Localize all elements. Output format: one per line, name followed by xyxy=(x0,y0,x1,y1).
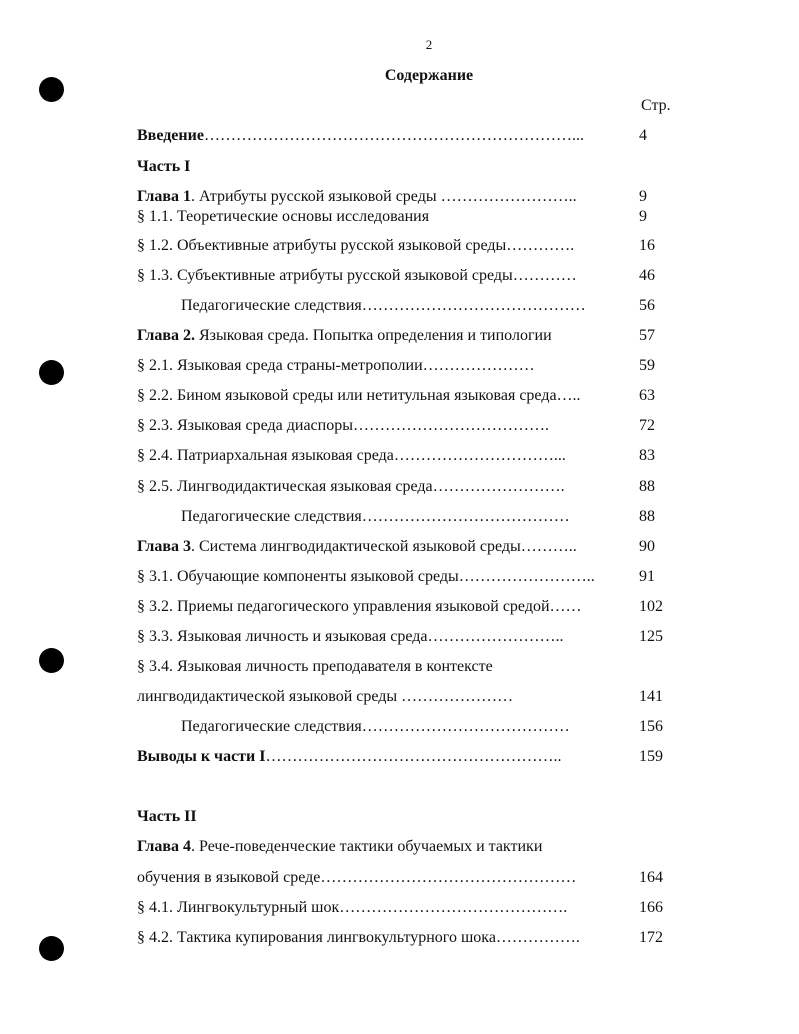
toc-entry-text: § 4.2. Тактика купирования лингвокультурного шока……………. xyxy=(137,929,580,946)
toc-entry-page: 166 xyxy=(639,899,663,916)
toc-entry-page: 125 xyxy=(639,628,663,645)
toc-entry-page: 9 xyxy=(639,208,647,225)
toc-entry-page: 57 xyxy=(639,327,655,344)
toc-entry-text: § 1.2. Объективные атрибуты русской языковой среды…………. xyxy=(137,237,575,254)
toc-entry-consequences xyxy=(181,295,669,317)
toc-entry-text: . Система лингводидактической языковой среды……….. xyxy=(191,538,577,555)
toc-entry-consequences xyxy=(181,716,669,738)
toc-entry-bold: Часть II xyxy=(137,808,197,825)
page-title: Содержание xyxy=(384,67,474,84)
toc-entry-page: 72 xyxy=(639,417,655,434)
toc-entry-section xyxy=(137,265,669,287)
toc-entry-text: Педагогические следствия…………………………………… xyxy=(181,297,586,314)
toc-entry-page: 164 xyxy=(639,869,663,886)
toc-entry-page: 88 xyxy=(639,508,655,525)
toc-entry-consequences xyxy=(181,506,669,528)
toc-entry-text: § 1.1. Теоретические основы исследования xyxy=(137,208,430,225)
toc-entry-text: ……………………………………………………………... xyxy=(203,127,584,144)
punch-hole xyxy=(39,936,64,961)
toc-entry-section xyxy=(137,656,669,678)
toc-entry-text: Языковая среда. Попытка определения и типологии xyxy=(195,327,552,344)
toc-entry-text: . Рече-поведенческие тактики обучаемых и тактики xyxy=(191,838,543,855)
toc-part-heading xyxy=(137,156,669,178)
toc-entry-chapter-continuation xyxy=(137,867,669,889)
toc-entry-chapter xyxy=(137,836,669,858)
toc-entry-text: . Атрибуты русской языковой среды …………………….. xyxy=(191,188,577,205)
toc-entry-section xyxy=(137,626,669,648)
toc-entry-page: 46 xyxy=(639,267,655,284)
toc-entry-conclusions xyxy=(137,746,669,768)
toc-entry-text: § 1.3. Субъективные атрибуты русской языковой среды………… xyxy=(137,267,577,284)
toc-entry-text: § 2.5. Лингводидактическая языковая среда……………………. xyxy=(137,478,565,495)
punch-hole xyxy=(39,648,64,673)
toc-entry-section xyxy=(137,927,669,949)
toc-entry-text: § 4.1. Лингвокультурный шок……………………………………. xyxy=(137,899,568,916)
toc-entry-page: 172 xyxy=(639,929,663,946)
toc-entry-page: 141 xyxy=(639,688,663,705)
toc-entry-page: 159 xyxy=(639,748,663,765)
toc-entry-text: § 3.4. Языковая личность преподавателя в контексте xyxy=(137,658,493,675)
toc-entry-page: 102 xyxy=(639,598,663,615)
toc-entry-chapter xyxy=(137,186,669,208)
toc-entry-chapter xyxy=(137,536,669,558)
toc-entry-section xyxy=(137,415,669,437)
toc-entry-text: § 2.3. Языковая среда диаспоры………………………………. xyxy=(137,417,549,434)
toc-entry-page: 83 xyxy=(639,447,655,464)
toc-entry-bold: Глава 2. xyxy=(137,327,195,344)
toc-entry-text: лингводидактической языковой среды ………………… xyxy=(137,688,514,705)
toc-entry-section-continuation xyxy=(137,686,669,708)
toc-entry-section xyxy=(137,897,669,919)
toc-entry-text: § 3.2. Приемы педагогического управления языковой средой…… xyxy=(137,598,582,615)
toc-entry-page: 63 xyxy=(639,387,655,404)
toc-entry-page: 91 xyxy=(639,568,655,585)
toc-entry-page: 88 xyxy=(639,478,655,495)
page-number: 2 xyxy=(425,37,433,52)
toc-entry-bold: Выводы к части I xyxy=(137,748,266,765)
toc-entry-text: § 3.3. Языковая личность и языковая среда…………………….. xyxy=(137,628,564,645)
punch-hole xyxy=(39,360,64,385)
toc-entry-text: ……………………………………………….. xyxy=(265,748,562,765)
toc-entry-page: 4 xyxy=(639,127,647,144)
toc-entry-bold: Введение xyxy=(137,127,204,144)
toc-entry-page: 90 xyxy=(639,538,655,555)
toc-entry-text: Педагогические следствия………………………………… xyxy=(181,508,570,525)
toc-entry-chapter xyxy=(137,325,669,347)
toc-entry-text: § 3.1. Обучающие компоненты языковой среды…………………….. xyxy=(137,568,595,585)
toc-entry-section xyxy=(137,235,669,257)
toc-entry-section xyxy=(137,445,669,467)
toc-entry-text: Педагогические следствия………………………………… xyxy=(181,718,570,735)
toc-entry-section xyxy=(137,355,669,377)
toc-entry-page: 16 xyxy=(639,237,655,254)
toc-entry-text: § 2.1. Языковая среда страны-метрополии………………… xyxy=(137,357,535,374)
toc-entry-section xyxy=(137,596,669,618)
toc-entry-page: 9 xyxy=(639,188,647,205)
toc-part-heading xyxy=(137,806,669,828)
toc-entry-introduction xyxy=(137,125,669,147)
toc-entry-bold: Глава 1 xyxy=(137,188,191,205)
page-column-label: Стр. xyxy=(641,97,671,114)
toc-entry-section xyxy=(137,206,669,228)
toc-entry-section xyxy=(137,566,669,588)
toc-entry-page: 56 xyxy=(639,297,655,314)
toc-entry-section xyxy=(137,385,669,407)
toc-entry-text: § 2.2. Бином языковой среды или нетитульная языковая среда….. xyxy=(137,387,581,404)
toc-entry-bold: Часть I xyxy=(137,158,191,175)
toc-entry-section xyxy=(137,476,669,498)
toc-entry-page: 156 xyxy=(639,718,663,735)
toc-entry-page: 59 xyxy=(639,357,655,374)
toc-entry-bold: Глава 4 xyxy=(137,838,191,855)
toc-entry-text: обучения в языковой среде………………………………………… xyxy=(137,869,577,886)
toc-entry-text: § 2.4. Патриархальная языковая среда…………………………... xyxy=(137,447,566,464)
toc-entry-bold: Глава 3 xyxy=(137,538,191,555)
